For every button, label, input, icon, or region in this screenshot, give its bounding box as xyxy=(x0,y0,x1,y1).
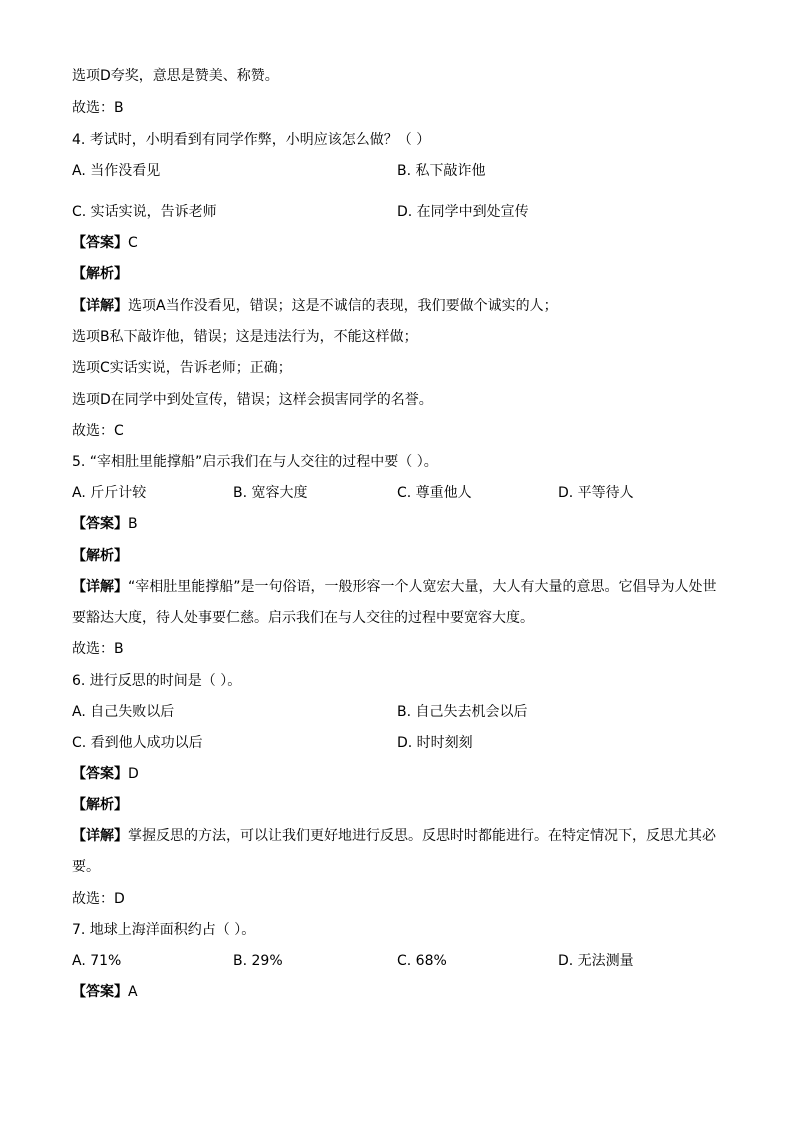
detail-tag: 【详解】 xyxy=(72,298,128,314)
answer-tag: 【答案】 xyxy=(72,984,128,1000)
question-7: 7. 地球上海洋面积约占（ ）。 xyxy=(72,922,256,938)
question-6: 6. 进行反思的时间是（ ）。 xyxy=(72,673,242,689)
question-4: 4. 考试时，小明看到有同学作弊，小明应该怎么做？（ ） xyxy=(72,132,431,148)
q4-choice: 故选：C xyxy=(72,423,124,439)
q5-answer xyxy=(72,514,138,534)
q4-detail-3: 选项C实话实说，告诉老师；正确； xyxy=(72,360,292,376)
q6-option-d: D. 时时刻刻 xyxy=(397,735,473,751)
q4-option-b: B. 私下敲诈他 xyxy=(397,163,486,179)
q5-option-a: A. 斤斤计较 xyxy=(72,485,147,501)
answer-tag: 【答案】 xyxy=(72,516,128,532)
answer-value: B xyxy=(128,516,138,532)
detail-tag: 【详解】 xyxy=(72,828,128,844)
q5-option-d: D. 平等待人 xyxy=(558,485,634,501)
q4-analysis-tag: 【解析】 xyxy=(72,266,128,282)
q4-option-a: A. 当作没看见 xyxy=(72,163,161,179)
detail-tag: 【详解】 xyxy=(72,579,128,595)
answer-value: D xyxy=(128,766,139,782)
answer-tag: 【答案】 xyxy=(72,235,128,251)
q4-option-d: D. 在同学中到处宣传 xyxy=(397,204,529,220)
q4-detail-1: 【详解】选项A当作没看见，错误；这是不诚信的表现，我们要做个诚实的人； xyxy=(72,298,558,314)
answer-tag: 【答案】 xyxy=(72,766,128,782)
q5-analysis-tag: 【解析】 xyxy=(72,548,128,564)
q6-choice: 故选：D xyxy=(72,891,125,907)
q4-answer xyxy=(72,233,138,253)
q6-answer xyxy=(72,764,139,784)
q7-option-b: B. 29% xyxy=(233,953,283,969)
text-line: 故选：B xyxy=(72,100,124,116)
q6-option-c: C. 看到他人成功以后 xyxy=(72,735,203,751)
answer-value: C xyxy=(128,235,138,251)
q7-option-a: A. 71% xyxy=(72,953,122,969)
q4-detail-2: 选项B私下敲诈他，错误；这是违法行为，不能这样做； xyxy=(72,329,418,345)
q7-option-d: D. 无法测量 xyxy=(558,953,634,969)
text-line: 选项D夸奖，意思是赞美、称赞。 xyxy=(72,68,279,84)
q5-detail: 【详解】“宰相肚里能撑船”是一句俗语，一般形容一个人宽宏大量，大人有大量的意思。它倡导为人处世要豁达大度，待人处事要仁慈。启示我们在与人交往的过程中要宽容大度。 xyxy=(72,579,717,626)
question-5: 5. “宰相肚里能撑船”启示我们在与人交往的过程中要（ ）。 xyxy=(72,454,438,470)
q5-option-b: B. 宽容大度 xyxy=(233,485,308,501)
q7-option-c: C. 68% xyxy=(397,953,447,969)
q6-analysis-tag: 【解析】 xyxy=(72,797,128,813)
answer-value: A xyxy=(128,984,138,1000)
q5-choice: 故选：B xyxy=(72,641,124,657)
q4-option-c: C. 实话实说，告诉老师 xyxy=(72,204,217,220)
q6-option-a: A. 自己失败以后 xyxy=(72,704,175,720)
q6-detail: 【详解】掌握反思的方法，可以让我们更好地进行反思。反思时时都能进行。在特定情况下，反思尤其必要。 xyxy=(72,828,716,875)
q5-option-c: C. 尊重他人 xyxy=(397,485,472,501)
q6-option-b: B. 自己失去机会以后 xyxy=(397,704,528,720)
q4-detail-4: 选项D在同学中到处宣传，错误；这样会损害同学的名誉。 xyxy=(72,392,433,408)
q7-answer xyxy=(72,982,138,1002)
